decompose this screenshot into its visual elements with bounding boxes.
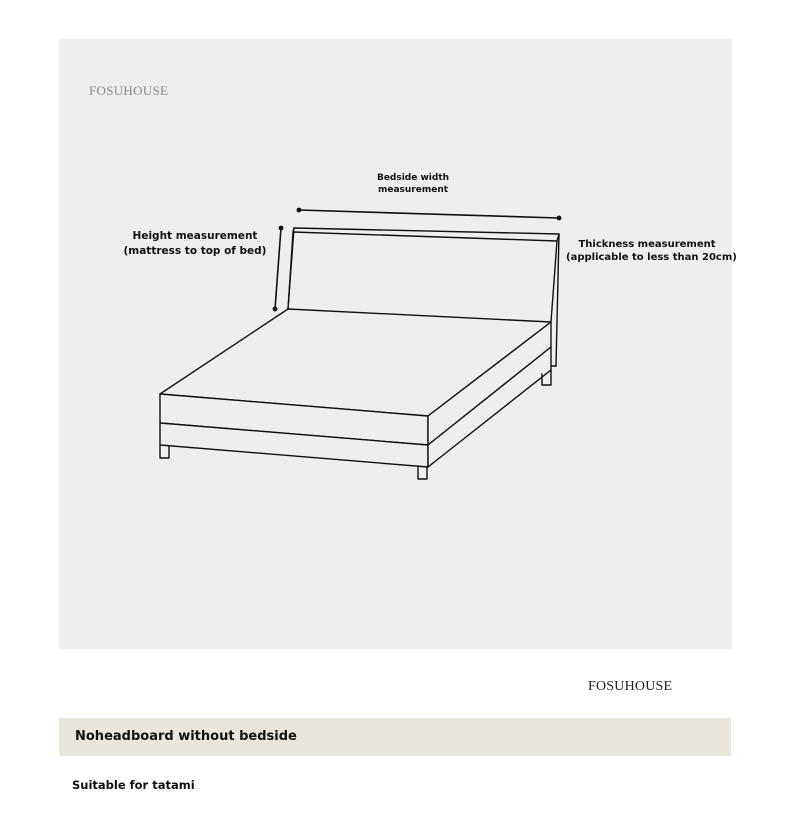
height-label-line2: (mattress to top of bed) xyxy=(123,245,267,257)
product-title-bar xyxy=(59,718,731,756)
bedside-width-label-line2: measurement xyxy=(377,185,449,195)
dimension-lines xyxy=(275,210,559,309)
product-title: Noheadboard without bedside xyxy=(75,729,297,744)
brand-watermark-mid: FOSUHOUSE xyxy=(588,679,673,694)
thickness-label-line2: (applicable to less than 20cm) xyxy=(566,252,737,263)
product-subtitle: Suitable for tatami xyxy=(72,778,195,792)
height-label-line1: Height measurement xyxy=(132,230,258,242)
height-label xyxy=(120,229,270,259)
thickness-label xyxy=(566,238,737,264)
brand-watermark-top: FOSUHOUSE xyxy=(89,83,169,98)
thickness-label-line1: Thickness measurement xyxy=(578,239,716,250)
dimension-endpoints xyxy=(273,208,562,312)
bedside-width-label xyxy=(370,172,456,196)
mattress xyxy=(160,309,551,445)
bedside-width-label-line1: Bedside width xyxy=(376,173,450,183)
